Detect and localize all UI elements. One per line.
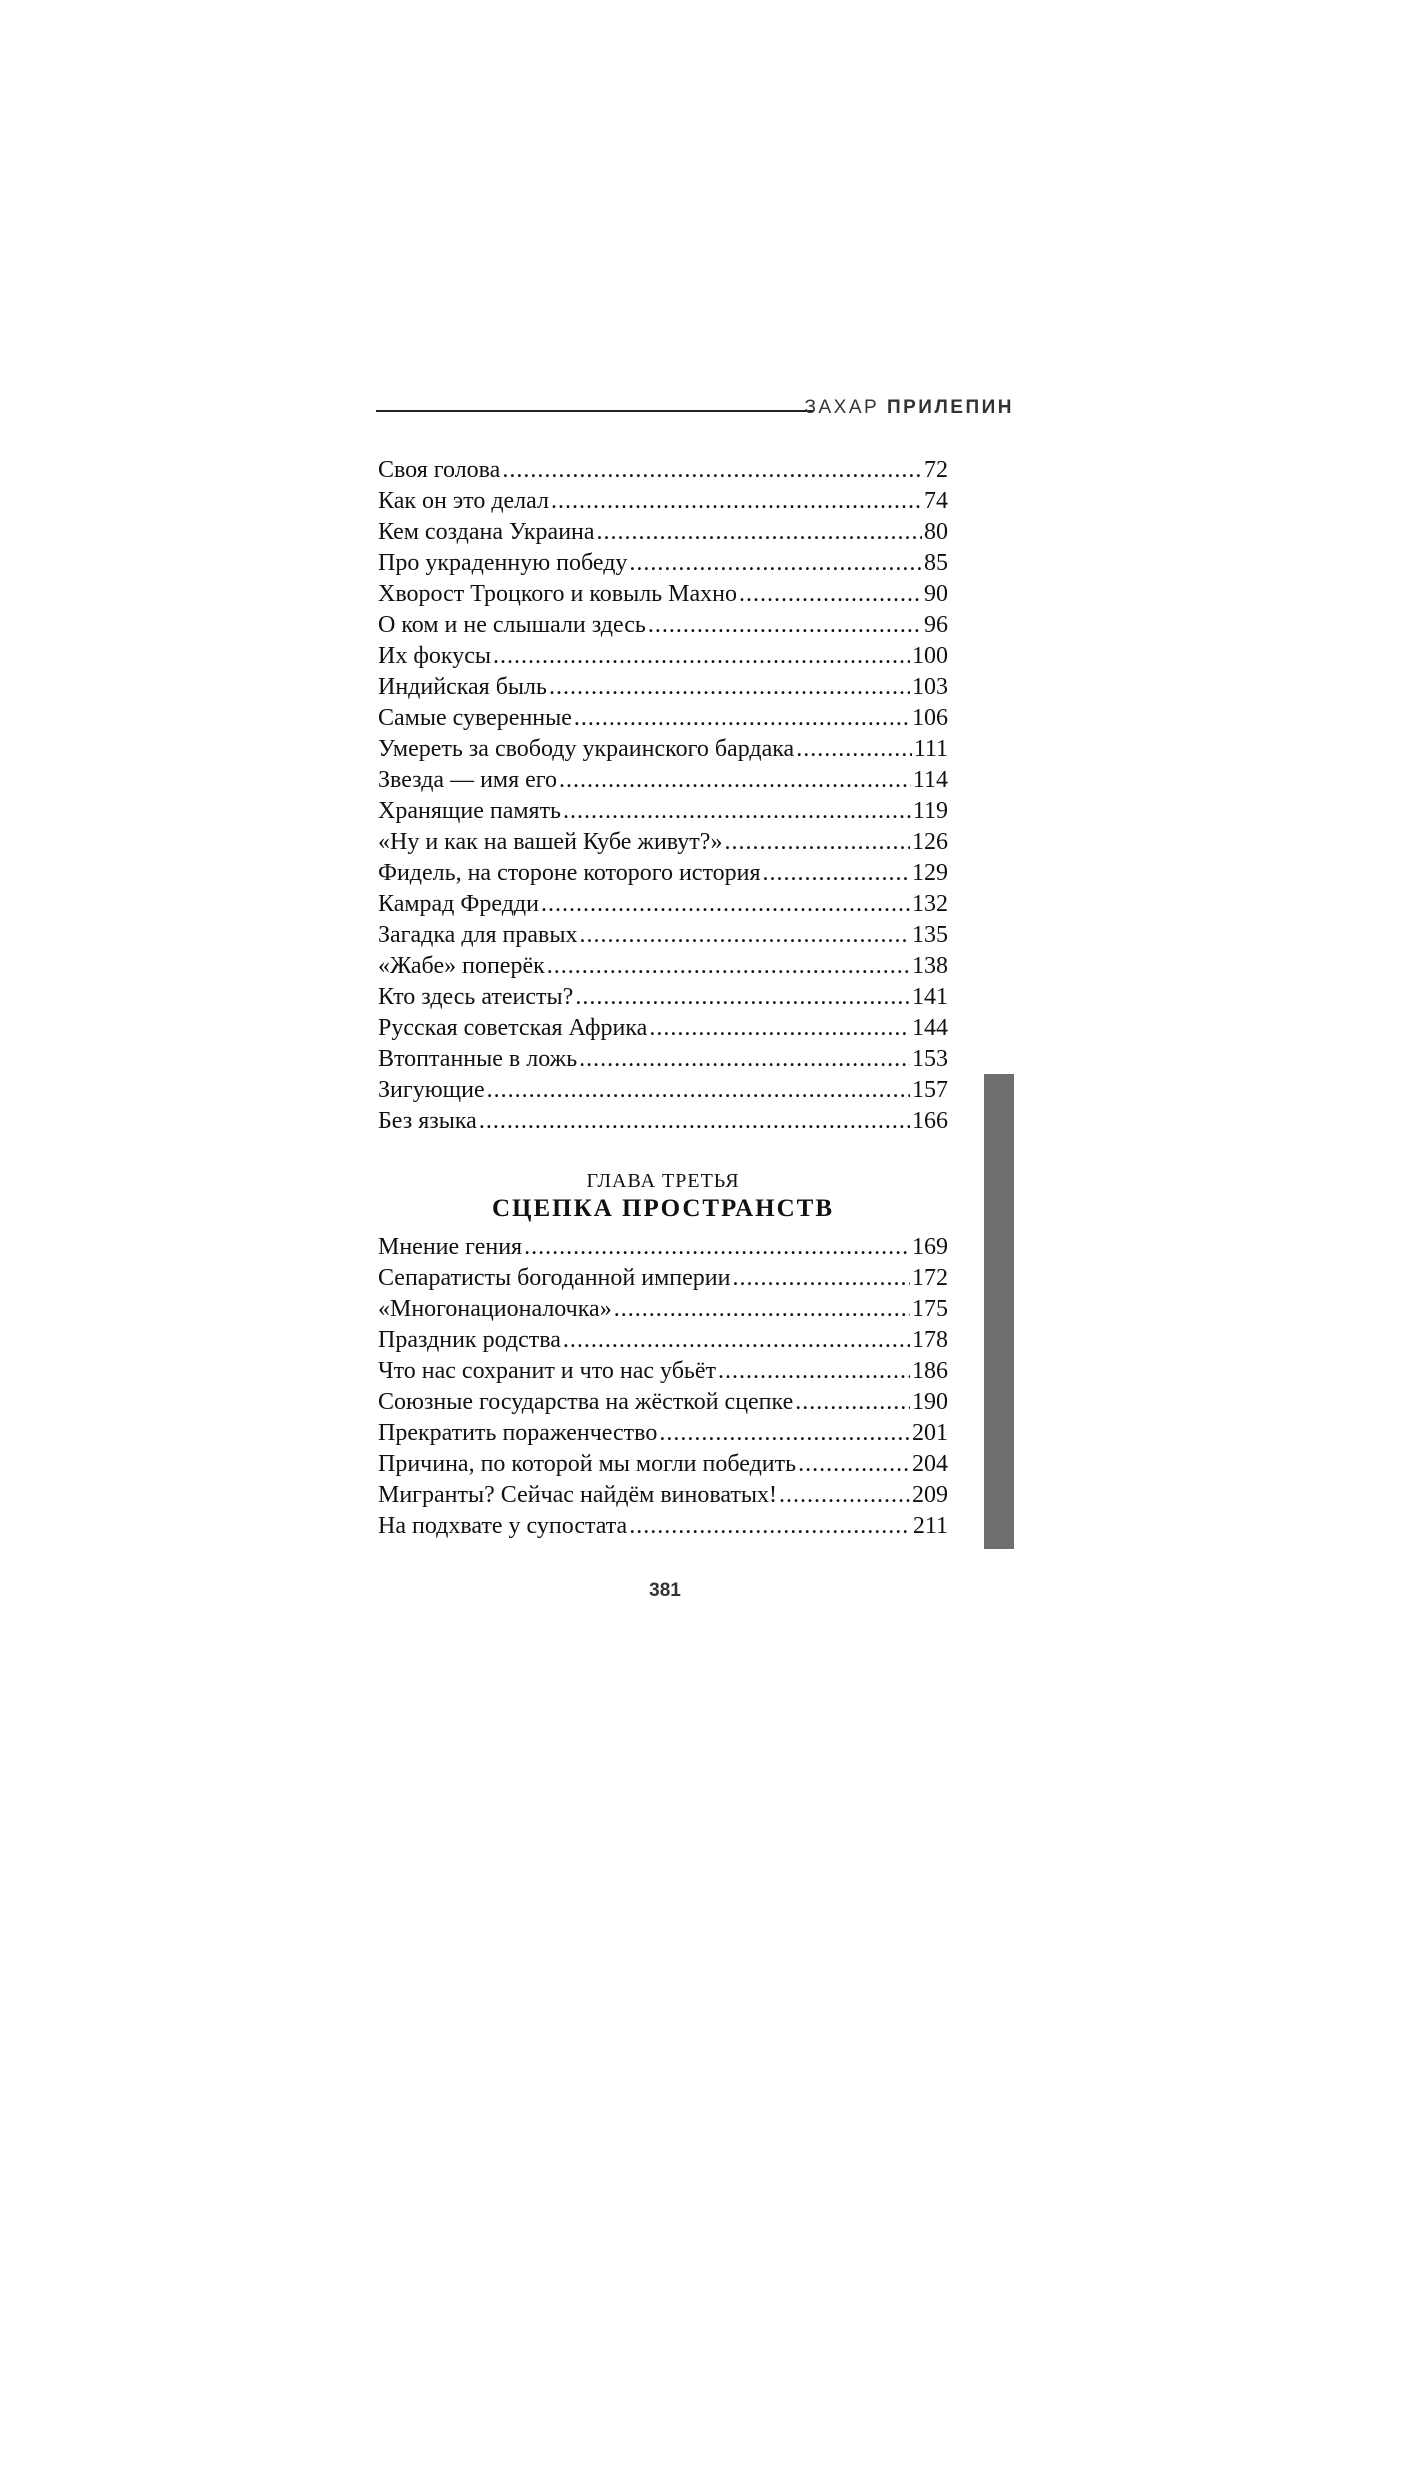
toc-entry	[378, 1325, 948, 1356]
toc-entry	[378, 920, 948, 951]
toc-leader-dots	[579, 1044, 910, 1075]
toc-entry	[378, 672, 948, 703]
toc-entry-page: 138	[912, 953, 948, 979]
side-tab-label: ОГЛАВЛЕНИЕ	[990, 2358, 1007, 2485]
toc-entry	[378, 1356, 948, 1387]
toc-leader-dots	[779, 1480, 910, 1511]
toc-leader-dots	[547, 951, 910, 982]
toc-leader-dots	[563, 1325, 910, 1356]
toc-entry-page: 178	[912, 1327, 948, 1353]
toc-entry-title: На подхвате у супостата	[378, 1513, 628, 1539]
toc-entry-title: Без языка	[378, 1108, 477, 1134]
toc-leader-dots	[739, 579, 922, 610]
toc-entry-title: Хранящие память	[378, 798, 561, 824]
toc-entry-title: Причина, по которой мы могли победить	[378, 1451, 797, 1477]
toc-entry	[378, 1387, 948, 1418]
toc-leader-dots	[732, 1263, 910, 1294]
toc-entry-title: Звезда — имя его	[378, 767, 558, 793]
toc-entry-title: Кто здесь атеисты?	[378, 984, 574, 1010]
toc-entry-page: 119	[912, 798, 948, 824]
toc-entry	[378, 796, 948, 827]
header-rule	[376, 410, 813, 412]
toc-entry	[378, 858, 948, 889]
toc-entry-page: 141	[912, 984, 948, 1010]
toc-entry-title: Умереть за свободу украинского бардака	[378, 736, 795, 762]
toc-leader-dots	[724, 827, 910, 858]
toc-entry-page: 204	[912, 1451, 948, 1477]
running-header	[376, 395, 1014, 425]
toc-entry	[378, 889, 948, 920]
toc-entry	[378, 765, 948, 796]
toc-entry-page: 103	[912, 674, 948, 700]
toc-leader-dots	[551, 486, 922, 517]
toc-entry-title: Мнение гения	[378, 1234, 523, 1260]
toc-leader-dots	[648, 610, 922, 641]
toc-entry-page: 209	[912, 1482, 948, 1508]
toc-entry-title: Про украденную победу	[378, 550, 628, 576]
toc-entry-page: 100	[912, 643, 948, 669]
toc-leader-dots	[541, 889, 910, 920]
toc-leader-dots	[502, 455, 922, 486]
toc-entry-page: 144	[912, 1015, 948, 1041]
toc-entry-page: 111	[913, 736, 948, 762]
toc-entry-page: 132	[912, 891, 948, 917]
toc-entry-page: 157	[912, 1077, 948, 1103]
toc-entry-page: 90	[924, 581, 948, 607]
toc-entry	[378, 1075, 948, 1106]
toc-leader-dots	[629, 548, 922, 579]
toc-leader-dots	[795, 1387, 910, 1418]
toc-entry-title: «Жабе» поперёк	[378, 953, 545, 979]
toc-entry-page: 96	[924, 612, 948, 638]
toc-entry-page: 106	[912, 705, 948, 731]
toc-leader-dots	[575, 982, 910, 1013]
toc-entry	[378, 1013, 948, 1044]
toc-entry	[378, 1232, 948, 1263]
toc-entry	[378, 1044, 948, 1075]
toc-entry-title: Русская советская Африка	[378, 1015, 648, 1041]
toc-entry-page: 74	[924, 488, 948, 514]
toc-leader-dots	[563, 796, 911, 827]
toc-entry-title: «Ну и как на вашей Кубе живут?»	[378, 829, 723, 855]
toc-list-part-1	[378, 455, 948, 1137]
toc-leader-dots	[763, 858, 911, 889]
toc-entry	[378, 1294, 948, 1325]
toc-leader-dots	[549, 672, 910, 703]
toc-entry-title: Как он это делал	[378, 488, 549, 514]
toc-entry	[378, 1449, 948, 1480]
toc-leader-dots	[597, 517, 922, 548]
toc-entry	[378, 548, 948, 579]
toc-entry-page: 166	[912, 1108, 948, 1134]
toc-leader-dots	[524, 1232, 910, 1263]
toc-leader-dots	[479, 1106, 910, 1137]
toc-entry	[378, 703, 948, 734]
toc-entry	[378, 641, 948, 672]
toc-entry-page: 114	[912, 767, 948, 793]
toc-leader-dots	[796, 734, 912, 765]
toc-entry-page: 153	[912, 1046, 948, 1072]
toc-entry-title: Индийская быль	[378, 674, 547, 700]
toc-entry	[378, 1106, 948, 1137]
toc-entry-page: 190	[912, 1389, 948, 1415]
toc-entry-page: 85	[924, 550, 948, 576]
toc-entry	[378, 1418, 948, 1449]
toc-entry-title: Самые суверенные	[378, 705, 572, 731]
toc-entry	[378, 610, 948, 641]
toc-entry-title: Союзные государства на жёсткой сцепке	[378, 1389, 794, 1415]
toc-entry	[378, 982, 948, 1013]
toc-entry-title: Праздник родства	[378, 1327, 561, 1353]
toc-entry-page: 172	[912, 1265, 948, 1291]
toc-leader-dots	[718, 1356, 910, 1387]
toc-entry-title: Кем создана Украина	[378, 519, 595, 545]
toc-entry-page: 80	[924, 519, 948, 545]
section-side-tab	[984, 1074, 1014, 2485]
toc-leader-dots	[798, 1449, 910, 1480]
toc-entry-title: Сепаратисты богоданной империи	[378, 1265, 731, 1291]
toc-leader-dots	[559, 765, 911, 796]
toc-list-part-2	[378, 1232, 948, 1542]
toc-entry-page: 72	[924, 457, 948, 483]
toc-entry	[378, 1511, 948, 1542]
toc-entry-title: Фидель, на стороне которого история	[378, 860, 761, 886]
toc-entry	[378, 827, 948, 858]
toc-entry-title: Их фокусы	[378, 643, 491, 669]
chapter-title: СЦЕПКА ПРОСТРАНСТВ	[491, 1195, 835, 1222]
toc-entry-page: 135	[912, 922, 948, 948]
page-number: 381	[649, 1580, 681, 1601]
toc-entry-title: Камрад Фредди	[378, 891, 539, 917]
toc-entry	[378, 734, 948, 765]
toc-entry	[378, 1480, 948, 1511]
toc-entry	[378, 579, 948, 610]
toc-entry-title: Зигующие	[378, 1077, 485, 1103]
toc-entry-page: 175	[912, 1296, 948, 1322]
toc-entry-title: Своя голова	[378, 457, 501, 483]
toc-entry	[378, 486, 948, 517]
toc-entry-title: Что нас сохранит и что нас убьёт	[378, 1358, 717, 1384]
author-first-name: ЗАХАР	[804, 397, 880, 418]
author-name	[805, 397, 1014, 419]
toc-entry-title: О ком и не слышали здесь	[378, 612, 646, 638]
toc-entry-title: Втоптанные в ложь	[378, 1046, 578, 1072]
toc-leader-dots	[629, 1511, 911, 1542]
toc-leader-dots	[659, 1418, 910, 1449]
author-last-name: ПРИЛЕПИН	[886, 397, 1014, 418]
toc-leader-dots	[614, 1294, 910, 1325]
toc-entry-title: Хворост Троцкого и ковыль Махно	[378, 581, 738, 607]
toc-entry	[378, 517, 948, 548]
toc-entry-title: Прекратить пораженчество	[378, 1420, 658, 1446]
toc-entry-title: Загадка для правых	[378, 922, 578, 948]
toc-entry-title: Мигранты? Сейчас найдём виноватых!	[378, 1482, 778, 1508]
toc-entry	[378, 1263, 948, 1294]
toc-leader-dots	[487, 1075, 910, 1106]
toc-leader-dots	[493, 641, 910, 672]
toc-leader-dots	[580, 920, 910, 951]
toc-entry-page: 129	[912, 860, 948, 886]
toc-entry-page: 201	[912, 1420, 948, 1446]
toc-entry-page: 186	[912, 1358, 948, 1384]
toc-entry	[378, 455, 948, 486]
chapter-label: ГЛАВА ТРЕТЬЯ	[586, 1170, 740, 1192]
toc-leader-dots	[574, 703, 910, 734]
toc-leader-dots	[649, 1013, 910, 1044]
toc-entry-title: «Многонационалочка»	[378, 1296, 612, 1322]
toc-entry-page: 211	[912, 1513, 948, 1539]
toc-entry-page: 169	[912, 1234, 948, 1260]
toc-entry-page: 126	[912, 829, 948, 855]
toc-entry	[378, 951, 948, 982]
